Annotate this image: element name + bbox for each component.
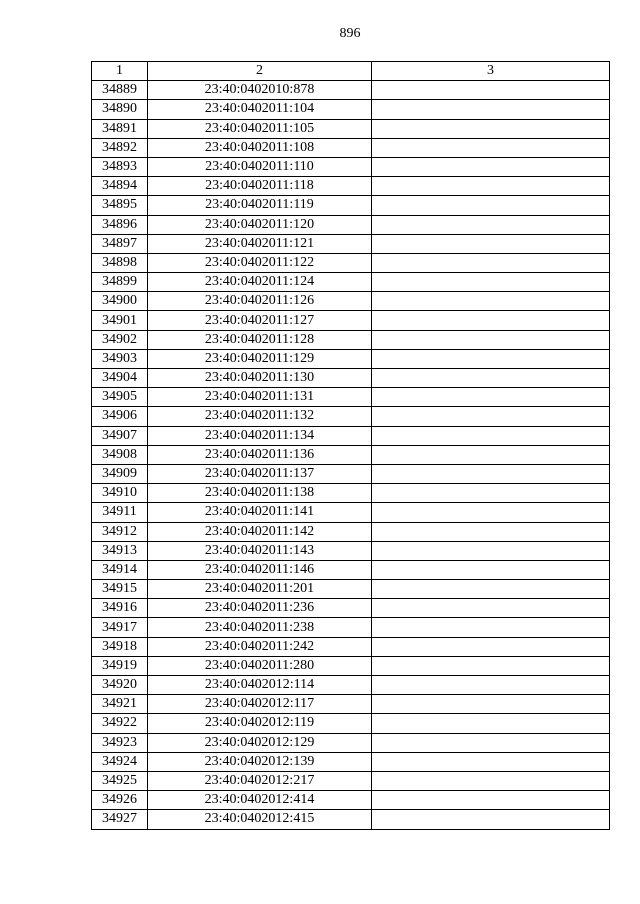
note-cell bbox=[372, 292, 610, 311]
table-row bbox=[92, 177, 610, 196]
row-number-cell: 34902 bbox=[92, 330, 148, 349]
note-cell bbox=[372, 273, 610, 292]
cadastral-number-cell: 23:40:0402011:137 bbox=[148, 464, 372, 483]
table-row bbox=[92, 503, 610, 522]
cadastral-number-cell: 23:40:0402012:414 bbox=[148, 791, 372, 810]
cadastral-number-cell: 23:40:0402012:217 bbox=[148, 771, 372, 790]
cadastral-number-cell: 23:40:0402012:415 bbox=[148, 810, 372, 829]
table-row bbox=[92, 733, 610, 752]
note-cell bbox=[372, 196, 610, 215]
note-cell bbox=[372, 714, 610, 733]
table-row bbox=[92, 618, 610, 637]
row-number-cell: 34918 bbox=[92, 637, 148, 656]
table-row bbox=[92, 522, 610, 541]
note-cell bbox=[372, 752, 610, 771]
note-cell bbox=[372, 810, 610, 829]
table-row bbox=[92, 119, 610, 138]
table-row bbox=[92, 388, 610, 407]
table-row bbox=[92, 752, 610, 771]
row-number-cell: 34908 bbox=[92, 445, 148, 464]
table-row bbox=[92, 157, 610, 176]
table-row bbox=[92, 234, 610, 253]
row-number-cell: 34901 bbox=[92, 311, 148, 330]
row-number-cell: 34890 bbox=[92, 100, 148, 119]
row-number-cell: 34906 bbox=[92, 407, 148, 426]
cadastral-number-cell: 23:40:0402011:138 bbox=[148, 484, 372, 503]
cadastral-number-cell: 23:40:0402011:105 bbox=[148, 119, 372, 138]
note-cell bbox=[372, 656, 610, 675]
row-number-cell: 34907 bbox=[92, 426, 148, 445]
row-number-cell: 34923 bbox=[92, 733, 148, 752]
table-row bbox=[92, 714, 610, 733]
cadastral-number-cell: 23:40:0402011:110 bbox=[148, 157, 372, 176]
cadastral-number-cell: 23:40:0402011:280 bbox=[148, 656, 372, 675]
row-number-cell: 34897 bbox=[92, 234, 148, 253]
table-row bbox=[92, 580, 610, 599]
cadastral-number-cell: 23:40:0402011:129 bbox=[148, 349, 372, 368]
cadastral-number-cell: 23:40:0402011:236 bbox=[148, 599, 372, 618]
note-cell bbox=[372, 215, 610, 234]
table-row bbox=[92, 445, 610, 464]
cadastral-number-cell: 23:40:0402011:141 bbox=[148, 503, 372, 522]
note-cell bbox=[372, 388, 610, 407]
table-row bbox=[92, 407, 610, 426]
row-number-cell: 34925 bbox=[92, 771, 148, 790]
row-number-cell: 34910 bbox=[92, 484, 148, 503]
row-number-cell: 34919 bbox=[92, 656, 148, 675]
row-number-cell: 34892 bbox=[92, 138, 148, 157]
cadastral-number-cell: 23:40:0402011:120 bbox=[148, 215, 372, 234]
note-cell bbox=[372, 522, 610, 541]
row-number-cell: 34895 bbox=[92, 196, 148, 215]
table-row bbox=[92, 464, 610, 483]
row-number-cell: 34922 bbox=[92, 714, 148, 733]
note-cell bbox=[372, 234, 610, 253]
row-number-cell: 34903 bbox=[92, 349, 148, 368]
row-number-cell: 34900 bbox=[92, 292, 148, 311]
row-number-cell: 34916 bbox=[92, 599, 148, 618]
cadastral-number-cell: 23:40:0402011:128 bbox=[148, 330, 372, 349]
note-cell bbox=[372, 599, 610, 618]
cadastral-number-cell: 23:40:0402012:119 bbox=[148, 714, 372, 733]
note-cell bbox=[372, 157, 610, 176]
cadastral-number-cell: 23:40:0402011:119 bbox=[148, 196, 372, 215]
row-number-cell: 34917 bbox=[92, 618, 148, 637]
note-cell bbox=[372, 177, 610, 196]
note-cell bbox=[372, 369, 610, 388]
table-row bbox=[92, 426, 610, 445]
table-row bbox=[92, 599, 610, 618]
row-number-cell: 34924 bbox=[92, 752, 148, 771]
note-cell bbox=[372, 733, 610, 752]
table-row bbox=[92, 771, 610, 790]
note-cell bbox=[372, 81, 610, 100]
row-number-cell: 34894 bbox=[92, 177, 148, 196]
table-row bbox=[92, 676, 610, 695]
row-number-cell: 34927 bbox=[92, 810, 148, 829]
column-header-1: 1 bbox=[92, 62, 148, 81]
row-number-cell: 34909 bbox=[92, 464, 148, 483]
table-row bbox=[92, 560, 610, 579]
cadastral-number-cell: 23:40:0402011:131 bbox=[148, 388, 372, 407]
table-row bbox=[92, 541, 610, 560]
row-number-cell: 34921 bbox=[92, 695, 148, 714]
cadastral-number-cell: 23:40:0402011:146 bbox=[148, 560, 372, 579]
note-cell bbox=[372, 560, 610, 579]
note-cell bbox=[372, 503, 610, 522]
note-cell bbox=[372, 618, 610, 637]
row-number-cell: 34920 bbox=[92, 676, 148, 695]
cadastral-number-cell: 23:40:0402012:114 bbox=[148, 676, 372, 695]
cadastral-number-cell: 23:40:0402010:878 bbox=[148, 81, 372, 100]
row-number-cell: 34914 bbox=[92, 560, 148, 579]
table-row bbox=[92, 311, 610, 330]
cadastral-number-cell: 23:40:0402011:132 bbox=[148, 407, 372, 426]
row-number-cell: 34912 bbox=[92, 522, 148, 541]
note-cell bbox=[372, 426, 610, 445]
row-number-cell: 34898 bbox=[92, 253, 148, 272]
table-row bbox=[92, 656, 610, 675]
cadastral-table bbox=[91, 61, 610, 830]
table-row bbox=[92, 215, 610, 234]
cadastral-number-cell: 23:40:0402011:134 bbox=[148, 426, 372, 445]
cadastral-number-cell: 23:40:0402012:129 bbox=[148, 733, 372, 752]
table-row bbox=[92, 637, 610, 656]
note-cell bbox=[372, 771, 610, 790]
row-number-cell: 34913 bbox=[92, 541, 148, 560]
note-cell bbox=[372, 407, 610, 426]
note-cell bbox=[372, 580, 610, 599]
row-number-cell: 34899 bbox=[92, 273, 148, 292]
row-number-cell: 34896 bbox=[92, 215, 148, 234]
row-number-cell: 34893 bbox=[92, 157, 148, 176]
note-cell bbox=[372, 484, 610, 503]
row-number-cell: 34926 bbox=[92, 791, 148, 810]
note-cell bbox=[372, 676, 610, 695]
note-cell bbox=[372, 541, 610, 560]
cadastral-number-cell: 23:40:0402011:142 bbox=[148, 522, 372, 541]
table-header-row bbox=[92, 62, 610, 81]
table-row bbox=[92, 791, 610, 810]
cadastral-number-cell: 23:40:0402011:124 bbox=[148, 273, 372, 292]
cadastral-number-cell: 23:40:0402012:117 bbox=[148, 695, 372, 714]
cadastral-number-cell: 23:40:0402011:104 bbox=[148, 100, 372, 119]
cadastral-number-cell: 23:40:0402011:118 bbox=[148, 177, 372, 196]
column-header-3: 3 bbox=[372, 62, 610, 81]
cadastral-number-cell: 23:40:0402011:127 bbox=[148, 311, 372, 330]
note-cell bbox=[372, 445, 610, 464]
table-row bbox=[92, 196, 610, 215]
cadastral-number-cell: 23:40:0402012:139 bbox=[148, 752, 372, 771]
table-row bbox=[92, 273, 610, 292]
note-cell bbox=[372, 349, 610, 368]
row-number-cell: 34889 bbox=[92, 81, 148, 100]
table-row bbox=[92, 330, 610, 349]
table-row bbox=[92, 695, 610, 714]
cadastral-number-cell: 23:40:0402011:130 bbox=[148, 369, 372, 388]
note-cell bbox=[372, 119, 610, 138]
cadastral-number-cell: 23:40:0402011:126 bbox=[148, 292, 372, 311]
cadastral-number-cell: 23:40:0402011:108 bbox=[148, 138, 372, 157]
table-row bbox=[92, 484, 610, 503]
cadastral-number-cell: 23:40:0402011:238 bbox=[148, 618, 372, 637]
note-cell bbox=[372, 464, 610, 483]
table-row bbox=[92, 253, 610, 272]
column-header-2: 2 bbox=[148, 62, 372, 81]
table-row bbox=[92, 349, 610, 368]
row-number-cell: 34915 bbox=[92, 580, 148, 599]
cadastral-number-cell: 23:40:0402011:121 bbox=[148, 234, 372, 253]
table-row bbox=[92, 810, 610, 829]
cadastral-number-cell: 23:40:0402011:143 bbox=[148, 541, 372, 560]
cadastral-number-cell: 23:40:0402011:201 bbox=[148, 580, 372, 599]
table-body bbox=[92, 81, 610, 829]
note-cell bbox=[372, 100, 610, 119]
note-cell bbox=[372, 330, 610, 349]
row-number-cell: 34911 bbox=[92, 503, 148, 522]
page-number: 896 bbox=[339, 26, 361, 41]
table-row bbox=[92, 292, 610, 311]
table-row bbox=[92, 100, 610, 119]
row-number-cell: 34905 bbox=[92, 388, 148, 407]
cadastral-number-cell: 23:40:0402011:136 bbox=[148, 445, 372, 464]
table-row bbox=[92, 138, 610, 157]
note-cell bbox=[372, 253, 610, 272]
cadastral-number-cell: 23:40:0402011:242 bbox=[148, 637, 372, 656]
note-cell bbox=[372, 138, 610, 157]
note-cell bbox=[372, 311, 610, 330]
note-cell bbox=[372, 637, 610, 656]
table-row bbox=[92, 369, 610, 388]
note-cell bbox=[372, 791, 610, 810]
row-number-cell: 34904 bbox=[92, 369, 148, 388]
table-row bbox=[92, 81, 610, 100]
note-cell bbox=[372, 695, 610, 714]
cadastral-number-cell: 23:40:0402011:122 bbox=[148, 253, 372, 272]
row-number-cell: 34891 bbox=[92, 119, 148, 138]
